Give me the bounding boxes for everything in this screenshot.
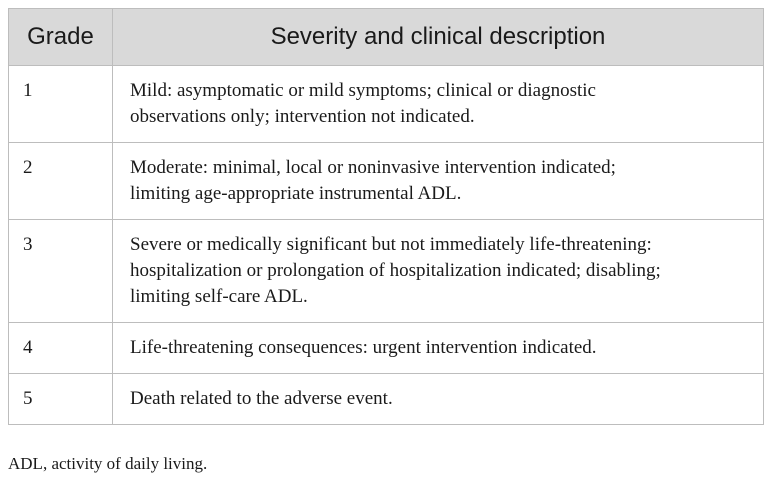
description-cell	[113, 323, 764, 374]
description-cell	[113, 143, 764, 220]
description-cell	[113, 220, 764, 323]
description-line: Moderate: minimal, local or noninvasive intervention indicated;	[130, 157, 616, 178]
description-line: limiting age-appropriate instrumental ADL.	[130, 183, 462, 204]
description-column-header: Severity and clinical description	[113, 9, 764, 66]
description-line: Death related to the adverse event.	[130, 388, 393, 409]
description-line: observations only; intervention not indicated.	[130, 106, 475, 127]
grading-table-container	[8, 8, 763, 425]
table-row	[9, 66, 764, 143]
grade-cell: 2	[9, 143, 113, 220]
description-cell	[113, 66, 764, 143]
grade-cell: 5	[9, 374, 113, 425]
table-row	[9, 323, 764, 374]
grade-cell: 4	[9, 323, 113, 374]
grade-cell: 3	[9, 220, 113, 323]
severity-grading-table	[8, 8, 764, 425]
description-cell	[113, 374, 764, 425]
description-line: hospitalization or prolongation of hospitalization indicated; disabling;	[130, 260, 661, 281]
table-row	[9, 143, 764, 220]
description-line: Severe or medically significant but not immediately life-threatening:	[130, 234, 652, 255]
table-row	[9, 374, 764, 425]
description-line: Mild: asymptomatic or mild symptoms; clinical or diagnostic	[130, 80, 596, 101]
table-row	[9, 220, 764, 323]
table-footnote: ADL, activity of daily living.	[8, 454, 208, 473]
description-line: Life-threatening consequences: urgent intervention indicated.	[130, 337, 597, 358]
description-line: limiting self-care ADL.	[130, 286, 308, 307]
grade-cell: 1	[9, 66, 113, 143]
table-header-row	[9, 9, 764, 66]
grade-column-header: Grade	[9, 9, 113, 66]
